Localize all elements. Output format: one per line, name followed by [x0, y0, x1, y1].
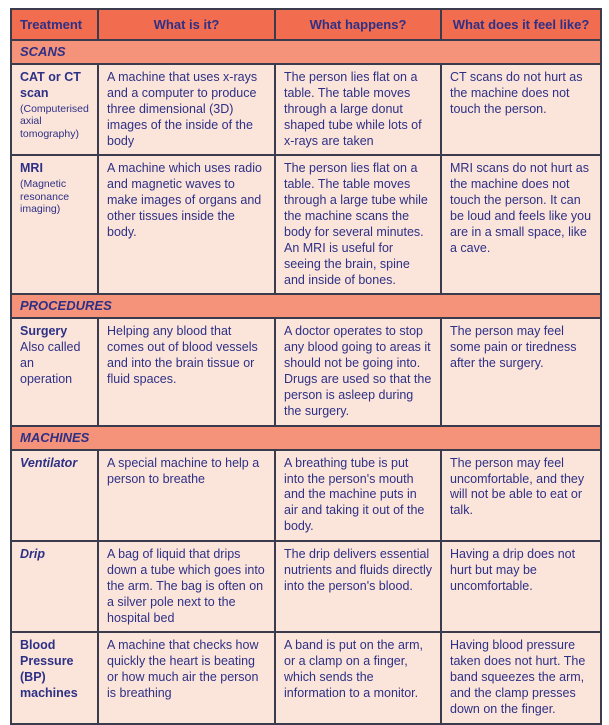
treatments-table — [10, 8, 602, 725]
table-row-drip — [11, 541, 601, 632]
section-label: MACHINES — [11, 426, 601, 450]
cell-what-is-it: A special machine to help a person to breathe — [98, 450, 275, 541]
treatment-name: Ventilator — [20, 455, 78, 470]
table-header-row — [11, 9, 601, 40]
treatment-note: (Magnetic resonance imaging) — [20, 178, 70, 216]
table-row-mri — [11, 155, 601, 294]
cell-feel-like: MRI scans do not hurt as the machine does not touch the person. It can be loud and feels like you are in a small space, like a cave. — [441, 155, 601, 294]
cell-treatment — [11, 541, 98, 632]
treatment-name-suffix: Also called an operation — [20, 340, 81, 386]
treatment-note: (Computerised axial tomography) — [20, 102, 89, 140]
cell-treatment — [11, 155, 98, 294]
cell-what-is-it: A machine which uses radio and magnetic waves to make images of organs and other tissues inside the body. — [98, 155, 275, 294]
cell-feel-like: The person may feel some pain or tiredness after the surgery. — [441, 318, 601, 425]
section-label: PROCEDURES — [11, 294, 601, 318]
treatment-name: Surgery — [20, 324, 68, 339]
cell-feel-like: Having a drip does not hurt but may be uncomfortable. — [441, 541, 601, 632]
cell-feel-like: The person may feel uncomfortable, and they will not be able to eat or talk. — [441, 450, 601, 541]
cell-what-happens: A doctor operates to stop any blood going to areas it should not be going into. Drugs are used so that the person is asleep during the surgery. — [275, 318, 441, 425]
section-label: SCANS — [11, 40, 601, 64]
cell-feel-like: CT scans do not hurt as the machine does not touch the person. — [441, 64, 601, 155]
column-header-what-is-it: What is it? — [98, 9, 275, 40]
cell-treatment — [11, 450, 98, 541]
section-row-procedures — [11, 294, 601, 318]
cell-what-happens: A breathing tube is put into the person's mouth and the machine puts in air and taking it out of the body. — [275, 450, 441, 541]
cell-what-is-it: A machine that uses x-rays and a computer to produce three dimensional (3D) images of the inside of the body — [98, 64, 275, 155]
cell-feel-like: Having blood pressure taken does not hurt. The band squeezes the arm, and the clamp presses down on the finger. — [441, 632, 601, 723]
column-header-treatment: Treatment — [11, 9, 98, 40]
section-row-machines — [11, 426, 601, 450]
treatment-name: CAT or CT scan — [20, 70, 81, 100]
cell-treatment — [11, 318, 98, 425]
column-header-what-happens: What happens? — [275, 9, 441, 40]
treatment-name: Drip — [20, 547, 45, 561]
treatment-name: Blood Pressure (BP) machines — [20, 638, 78, 700]
table-row-surgery — [11, 318, 601, 425]
cell-what-happens: A band is put on the arm, or a clamp on a finger, which sends the information to a monitor. — [275, 632, 441, 723]
cell-what-happens: The person lies flat on a table. The table moves through a large donut shaped tube while lots of x-rays are taken — [275, 64, 441, 155]
table-row-bp-machines — [11, 632, 601, 723]
cell-what-is-it: A machine that checks how quickly the heart is beating or how much air the person is breathing — [98, 632, 275, 723]
cell-what-happens: The person lies flat on a table. The table moves through a large tube while the machine scans the body for several minutes. An MRI is useful for seeing the brain, spine and inside of bones. — [275, 155, 441, 294]
treatment-name: MRI — [20, 161, 43, 176]
cell-treatment — [11, 64, 98, 155]
cell-what-happens: The drip delivers essential nutrients and fluids directly into the person's blood. — [275, 541, 441, 632]
table-row-cat-ct — [11, 64, 601, 155]
column-header-feel-like: What does it feel like? — [441, 9, 601, 40]
table-row-ventilator — [11, 450, 601, 541]
cell-what-is-it: A bag of liquid that drips down a tube which goes into the arm. The bag is often on a silver pole next to the hospital bed — [98, 541, 275, 632]
cell-what-is-it: Helping any blood that comes out of blood vessels and into the brain tissue or fluid spaces. — [98, 318, 275, 425]
section-row-scans — [11, 40, 601, 64]
cell-treatment — [11, 632, 98, 723]
